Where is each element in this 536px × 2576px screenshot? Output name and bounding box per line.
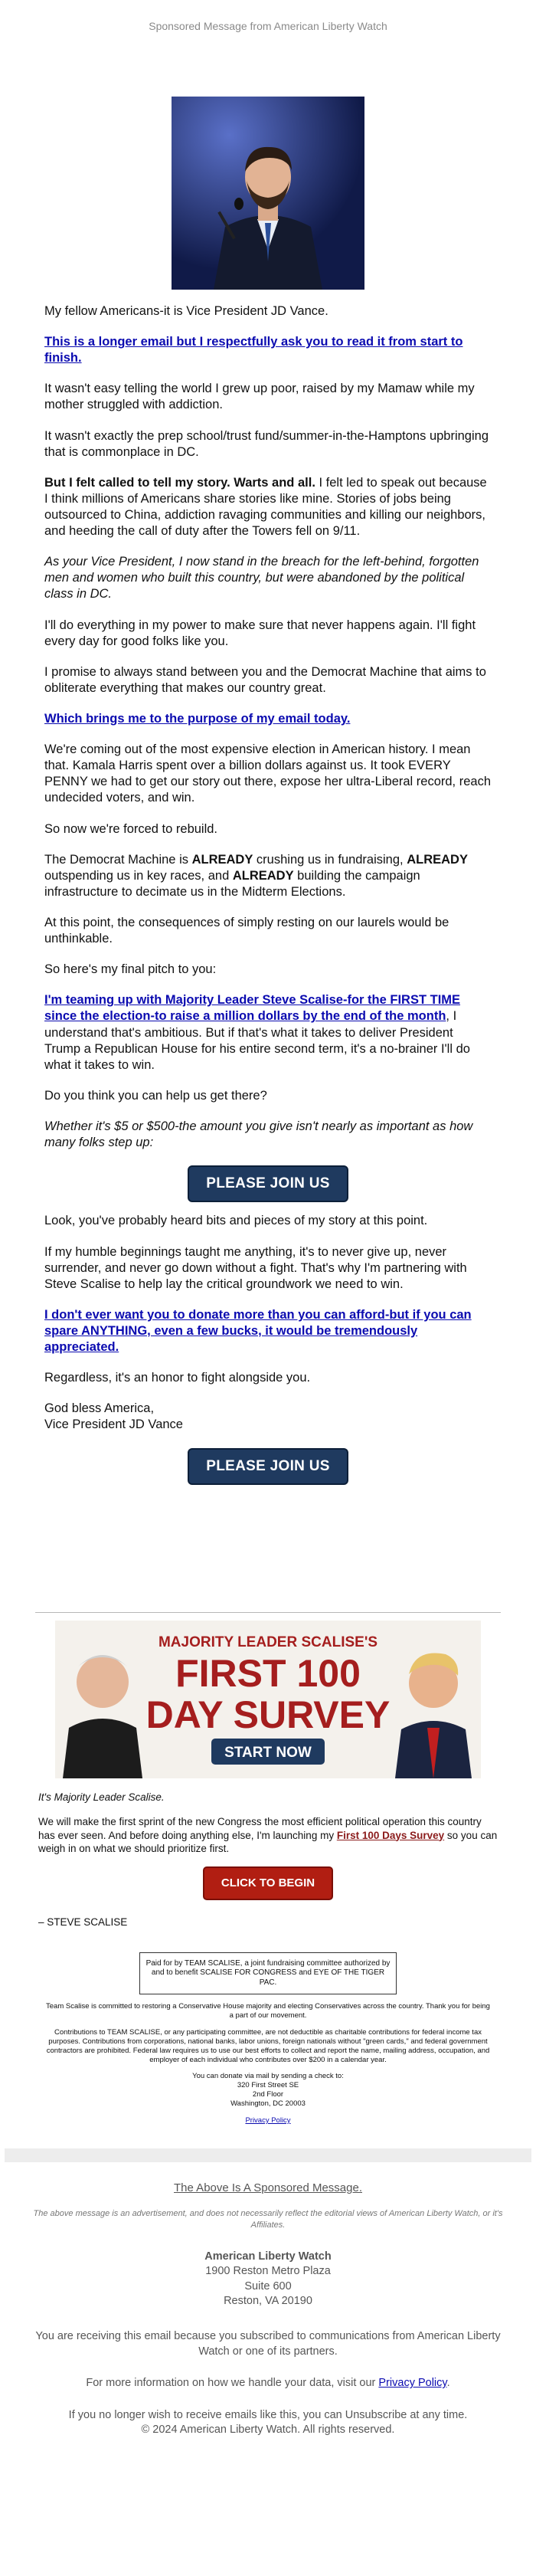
paragraph-compelled <box>44 475 492 539</box>
paragraph-prep: It wasn't exactly the prep school/trust fund/summer-in-the-Hamptons upbringing that is commonplace in DC. <box>44 428 489 459</box>
scalise-intro: It's Majority Leader Scalise. <box>38 1791 165 1803</box>
paragraph-breach: As your Vice President, I now stand in the breach for the left-behind, forgotten men and women who built this country, but were abandoned by the political class in DC. <box>44 555 479 601</box>
paragraph-regardless: Regardless, it's an honor to fight alongside you. <box>44 1371 311 1385</box>
greeting: My fellow Americans-it is Vice President JD Vance. <box>44 304 328 318</box>
paragraph-machine <box>44 852 492 900</box>
privacy-policy-small-link[interactable]: Privacy Policy <box>245 2116 291 2125</box>
paid-for-box: Paid for by TEAM SCALISE, a joint fundraising committee authorized by and to benefit SCALISE FOR CONGRESS and EYE OF THE TIGER PAC. <box>139 1952 397 1995</box>
speaker-illustration <box>172 97 364 290</box>
letter-body <box>0 290 536 1485</box>
paragraph-rebuild: So now we're forced to rebuild. <box>44 821 218 836</box>
paragraph-easy: It wasn't easy telling the world I grew up poor, raised by my Mamaw while my mother struggled with addiction. <box>44 382 475 412</box>
paragraph-everything: I'll do everything in my power to make sure that never happens again. I'll fight every day for good folks like you. <box>44 618 476 648</box>
scalise-body <box>38 1815 498 1856</box>
paragraph-heard: Look, you've probably heard bits and pieces of my story at this point. <box>44 1214 428 1228</box>
unsubscribe-notice[interactable]: If you no longer wish to receive emails like this, you can Unsubscribe at any time. <box>68 2408 468 2421</box>
mail-line-1: 320 First Street SE <box>237 2081 299 2090</box>
join-us-button-2[interactable]: PLEASE JOIN US <box>188 1448 348 1485</box>
compelled-bold: But I felt called to tell my story. Warts and all. <box>44 475 315 490</box>
click-to-begin-button[interactable]: CLICK TO BEGIN <box>203 1866 333 1900</box>
mail-line-3: Washington, DC 20003 <box>230 2099 306 2109</box>
purpose-link[interactable]: Which brings me to the purpose of my email today. <box>44 711 351 726</box>
sponsored-banner: Sponsored Message from American Liberty Watch <box>149 20 387 32</box>
mail-address <box>46 2072 490 2109</box>
survey-banner[interactable] <box>55 1621 481 1778</box>
footer-addr-1: 1900 Reston Metro Plaza <box>205 2265 331 2278</box>
survey-headline-1: MAJORITY LEADER SCALISE'S <box>158 1634 378 1650</box>
sign-line-1: God bless America, <box>44 1401 155 1416</box>
machine-text-1: The Democrat Machine is <box>44 852 192 867</box>
already-bold-3: ALREADY <box>232 868 294 883</box>
donate-link[interactable]: I don't ever want you to donate more than you can afford-but if you can spare ANYTHING, even a few bucks, it would be tremendously appreciated. <box>44 1307 472 1355</box>
machine-text-4: building the campaign infrastructure to decimate us in the Midterm Elections. <box>44 868 420 899</box>
hero-photo <box>172 97 364 290</box>
scalise-body-2: so you can weigh in on what we should prioritize first. <box>38 1829 498 1855</box>
scalise-signoff: – STEVE SCALISE <box>38 1916 128 1928</box>
fine-print-1: Team Scalise is committed to restoring a Conservative House majority and electing Conservatives across the country. Thank you for being a part of our movement. <box>46 2002 490 2020</box>
copyright: © 2024 American Liberty Watch. All rights reserved. <box>141 2424 395 2437</box>
already-bold-2: ALREADY <box>407 852 468 867</box>
paragraph-whether: Whether it's $5 or $500-the amount you give isn't nearly as important as how many folks step up: <box>44 1119 473 1150</box>
mail-line-2: 2nd Floor <box>252 2090 284 2099</box>
footer-addr-2: Suite 600 <box>244 2279 292 2293</box>
fine-print <box>0 2002 536 2125</box>
fine-print-2: Contributions to TEAM SCALISE, or any participating committee, are not deductible as charitable contributions for federal income tax purposes. Contributions from corporations, national banks, labor unions, foreign nationals without "green cards," and federal government contractors are prohibited. Federal law requires us to use our best efforts to collect and report the name, mailing address, occupation, and employer of each individual who contributes over $200 in a calendar year. <box>46 2027 490 2064</box>
scalise-body-1: We will make the first sprint of the new Congress the most efficient political operation this country has ever seen. And before doing anything else, I'm launching my <box>38 1815 482 1841</box>
team-up-link[interactable]: I'm teaming up with Majority Leader Steve Scalise-for the FIRST TIME since the election-to raise a million dollars by the end of the month <box>44 993 461 1024</box>
paragraph-team <box>44 992 492 1073</box>
data-info <box>31 2376 505 2391</box>
survey-start-button[interactable]: START NOW <box>224 1744 312 1761</box>
already-bold-1: ALREADY <box>191 852 253 867</box>
footer-org: American Liberty Watch <box>204 2250 332 2263</box>
compelled-rest: I felt led to speak out because I think millions of Americans share stories like mine. Stories of jobs being outsourced to China, addiction ravaging communities and killing our neighbors, and heeding the call of duty after the Towers fell on 9/11. <box>44 475 487 539</box>
read-full-link[interactable]: This is a longer email but I respectfully ask you to read it from start to finish. <box>44 335 463 365</box>
data-info-end: . <box>446 2377 450 2390</box>
scalise-section <box>0 1778 536 1929</box>
mail-intro: You can donate via mail by sending a check to: <box>192 2072 344 2081</box>
machine-text-2: crushing us in fundraising, <box>253 852 407 867</box>
survey-banner-art <box>55 1621 481 1778</box>
paragraph-help: Do you think you can help us get there? <box>44 1088 267 1103</box>
sign-line-2: Vice President JD Vance <box>44 1417 183 1432</box>
privacy-policy-link[interactable]: Privacy Policy <box>378 2377 447 2390</box>
data-info-text: For more information on how we handle your data, visit our <box>86 2377 379 2390</box>
join-us-button-1[interactable]: PLEASE JOIN US <box>188 1165 348 1202</box>
machine-text-3: outspending us in key races, and <box>44 868 233 883</box>
sponsored-notice: The Above Is A Sponsored Message. <box>174 2181 362 2194</box>
paragraph-pitch: So here's my final pitch to you: <box>44 962 217 977</box>
survey-link[interactable]: First 100 Days Survey <box>336 1829 445 1841</box>
footer-separator <box>5 2148 531 2162</box>
advertisement-disclaimer: The above message is an advertisement, and does not necessarily reflect the editorial views of American Liberty Watch, or it's Affiliates. <box>33 2209 503 2230</box>
footer <box>0 2162 536 2438</box>
paragraph-consequences: At this point, the consequences of simply resting on our laurels would be unthinkable. <box>44 915 449 946</box>
receiving-notice: You are receiving this email because you subscribed to communications from American Liberty Watch or one of its partners. <box>35 2330 501 2358</box>
paragraph-humble: If my humble beginnings taught me anything, it's to never give up, never surrender, and never go down without a fight. That's why I'm partnering with Steve Scalise to help lay the critical groundwork we need to win. <box>44 1244 467 1291</box>
signature <box>44 1401 492 1433</box>
survey-headline-2: FIRST 100 <box>175 1651 361 1695</box>
footer-addr-3: Reston, VA 20190 <box>224 2295 312 2308</box>
survey-headline-3: DAY SURVEY <box>145 1693 391 1736</box>
section-divider <box>35 1612 501 1613</box>
paragraph-promise: I promise to always stand between you and the Democrat Machine that aims to obliterate everything that makes our country great. <box>44 664 486 695</box>
paragraph-expensive: We're coming out of the most expensive election in American history. I mean that. Kamala Harris spent over a billion dollars against us. It took EVERY PENNY we had to get our story out there, expose her ultra-Liberal record, reach undecided voters, and win. <box>44 742 492 805</box>
team-rest: , I understand that's ambitious. But if that's what it takes to deliver President Trump a Republican House for his entire second term, it's a no-brainer I'll do what it takes to win. <box>44 1009 470 1072</box>
